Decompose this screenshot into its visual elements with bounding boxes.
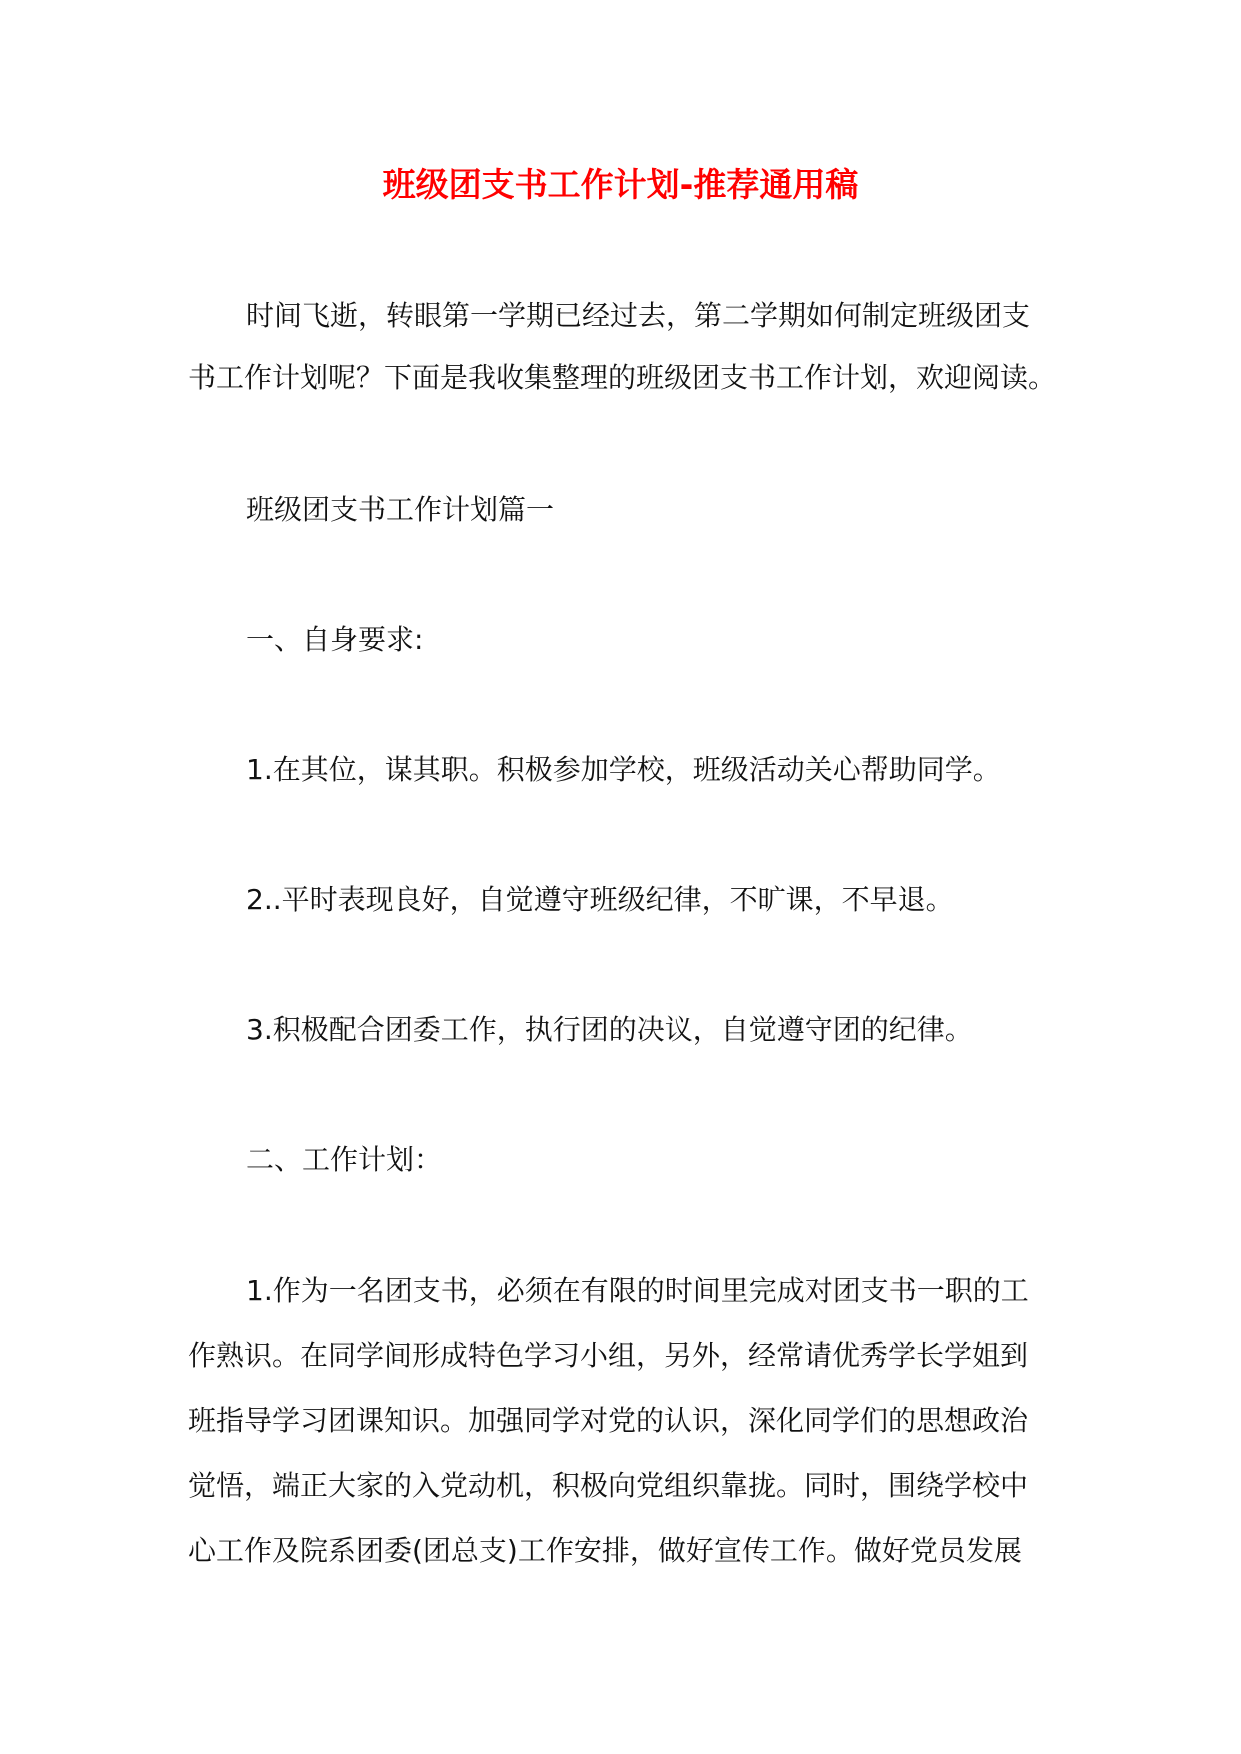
part2-item1-line-2: 作熟识。在同学间形成特色学习小组，另外，经常请优秀学长学姐到 (188, 1339, 1029, 1372)
part1-item-2: 2..平时表现良好，自觉遵守班级纪律，不旷课，不早退。 (246, 883, 954, 916)
part2-item1-line-4: 觉悟，端正大家的入党动机，积极向党组织靠拢。同时，围绕学校中 (188, 1469, 1029, 1502)
intro-line-1: 时间飞逝，转眼第一学期已经过去，第二学期如何制定班级团支 (246, 299, 1031, 332)
part1-heading: 一、自身要求: (246, 623, 424, 656)
intro-line-2: 书工作计划呢？下面是我收集整理的班级团支书工作计划，欢迎阅读。 (188, 361, 1057, 394)
part2-item1-line-1: 1.作为一名团支书，必须在有限的时间里完成对团支书一职的工 (246, 1274, 1029, 1307)
document-title: 班级团支书工作计划-推荐通用稿 (382, 165, 859, 204)
part2-heading: 二、工作计划： (246, 1143, 443, 1176)
part2-item1-line-5: 心工作及院系团委(团总支)工作安排，做好宣传工作。做好党员发展 (188, 1534, 1022, 1567)
part1-item-1: 1.在其位，谋其职。积极参加学校，班级活动关心帮助同学。 (246, 753, 1001, 786)
part1-item-3: 3.积极配合团委工作，执行团的决议，自觉遵守团的纪律。 (246, 1013, 973, 1046)
part2-item1-line-3: 班指导学习团课知识。加强同学对党的认识，深化同学们的思想政治 (188, 1404, 1029, 1437)
section-heading: 班级团支书工作计划篇一 (246, 493, 555, 526)
